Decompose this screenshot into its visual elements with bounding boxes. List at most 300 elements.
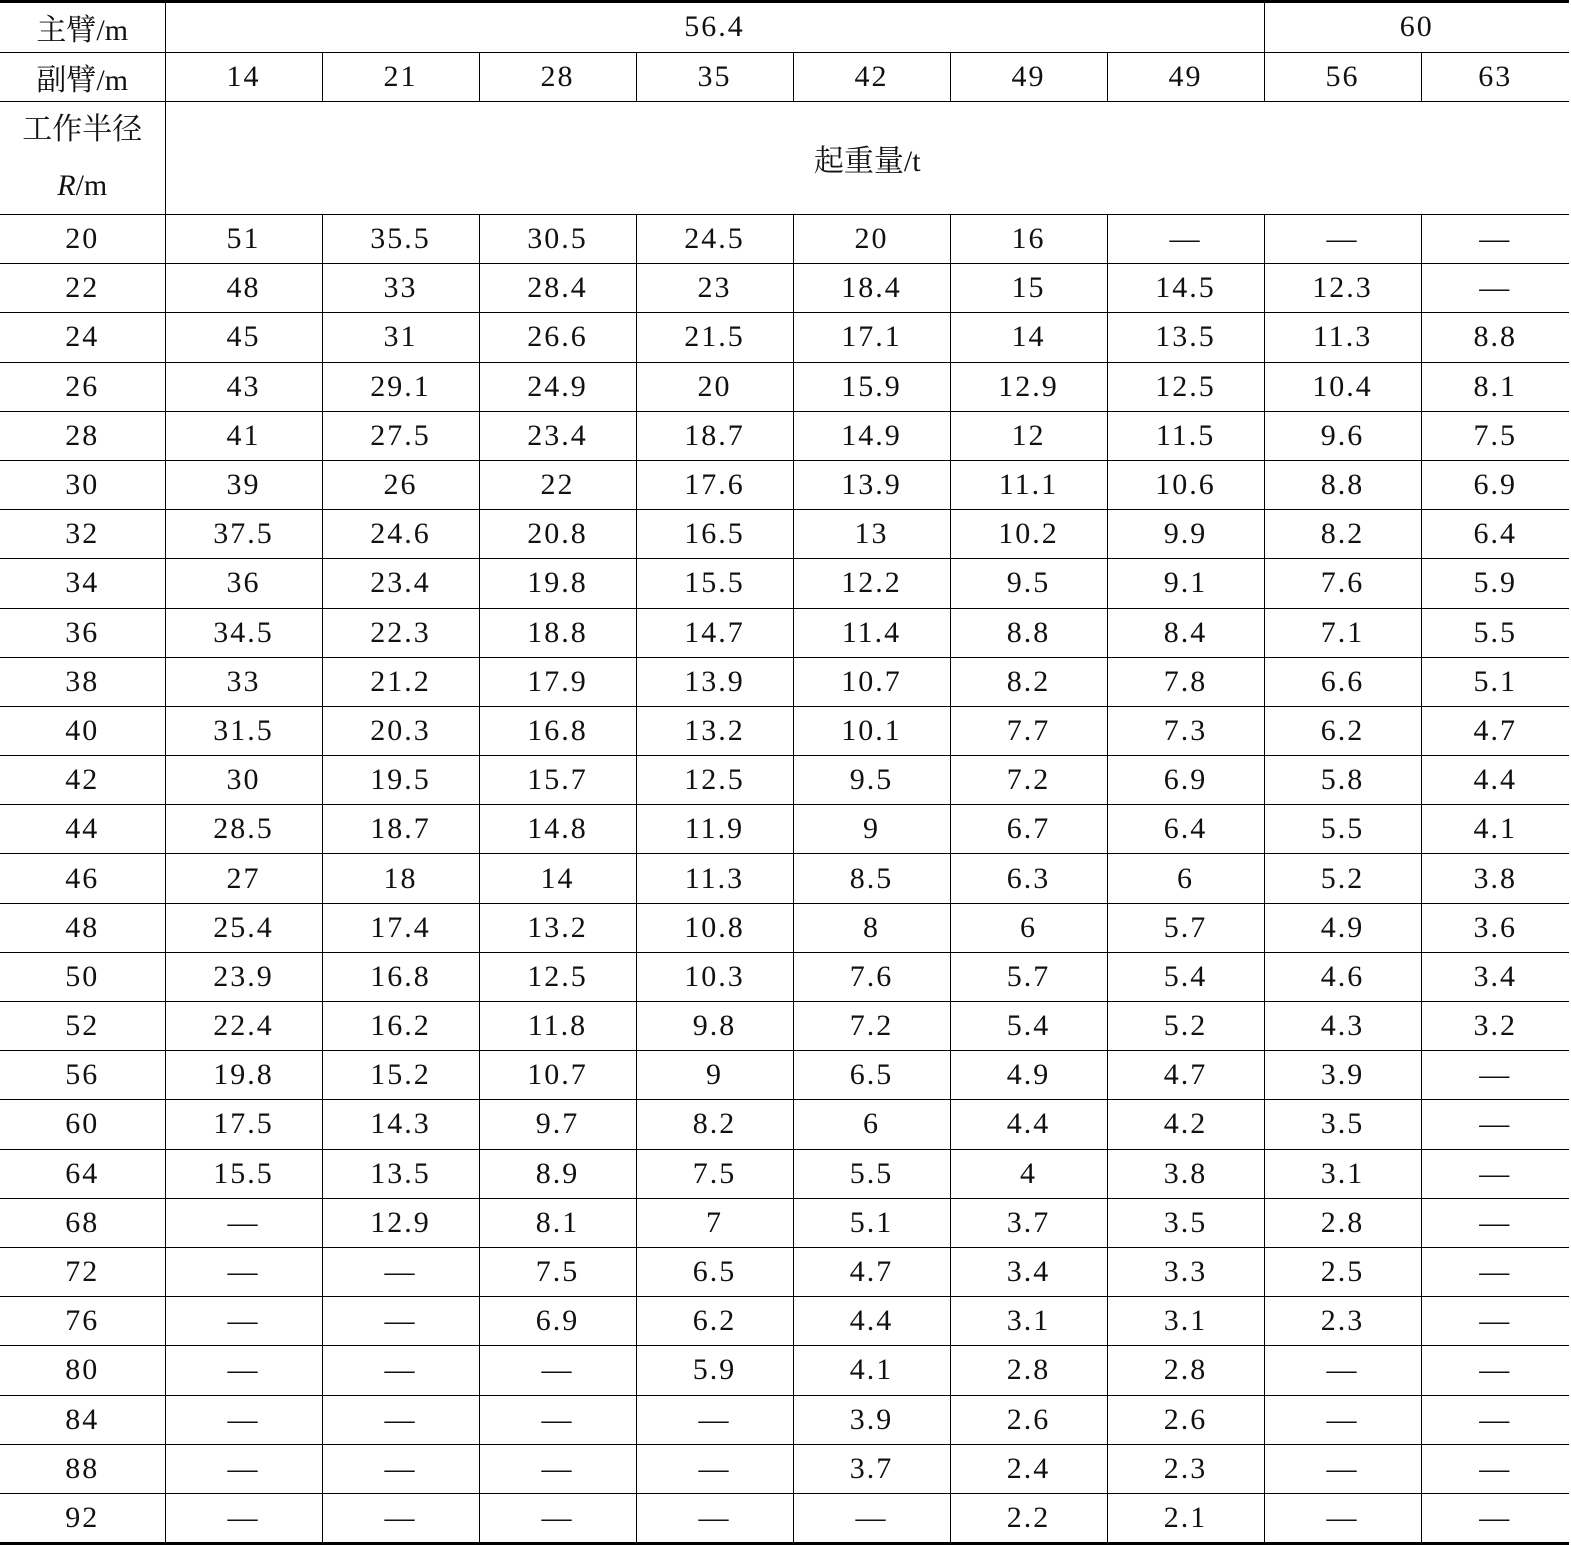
- capacity-cell: 24.5: [636, 215, 793, 264]
- capacity-cell: —: [636, 1444, 793, 1493]
- capacity-cell: 29.1: [322, 362, 479, 411]
- capacity-cell: 12.2: [793, 559, 950, 608]
- capacity-cell: 4.1: [793, 1346, 950, 1395]
- capacity-cell: —: [322, 1395, 479, 1444]
- capacity-cell: 7.2: [793, 1002, 950, 1051]
- radius-cell: 28: [0, 411, 165, 460]
- jib-row: [0, 52, 1569, 102]
- capacity-cell: 2.5: [1264, 1247, 1421, 1296]
- capacity-cell: 17.1: [793, 313, 950, 362]
- capacity-cell: 30: [165, 756, 322, 805]
- capacity-cell: 3.8: [1421, 854, 1569, 903]
- capacity-cell: 5.1: [793, 1198, 950, 1247]
- capacity-cell: 3.6: [1421, 903, 1569, 952]
- capacity-cell: —: [636, 1493, 793, 1543]
- capacity-cell: 2.8: [1264, 1198, 1421, 1247]
- capacity-cell: —: [1421, 1149, 1569, 1198]
- capacity-cell: 4.4: [1421, 756, 1569, 805]
- capacity-cell: 10.4: [1264, 362, 1421, 411]
- capacity-cell: 4.3: [1264, 1002, 1421, 1051]
- capacity-cell: —: [1107, 215, 1264, 264]
- capacity-cell: 12.5: [479, 952, 636, 1001]
- capacity-cell: —: [322, 1346, 479, 1395]
- capacity-cell: 6.3: [950, 854, 1107, 903]
- capacity-cell: 23.9: [165, 952, 322, 1001]
- capacity-cell: 9.7: [479, 1100, 636, 1149]
- capacity-cell: 8.8: [1264, 460, 1421, 509]
- capacity-cell: 14.8: [479, 805, 636, 854]
- capacity-cell: 8.4: [1107, 608, 1264, 657]
- capacity-cell: 9.1: [1107, 559, 1264, 608]
- capacity-cell: 3.1: [950, 1297, 1107, 1346]
- capacity-cell: 4.4: [793, 1297, 950, 1346]
- capacity-cell: 33: [165, 657, 322, 706]
- capacity-cell: 5.9: [1421, 559, 1569, 608]
- table-row: [0, 1149, 1569, 1198]
- capacity-cell: 14.7: [636, 608, 793, 657]
- radius-cell: 64: [0, 1149, 165, 1198]
- radius-cell: 72: [0, 1247, 165, 1296]
- table-row: [0, 756, 1569, 805]
- capacity-cell: 6.4: [1421, 510, 1569, 559]
- capacity-cell: 11.9: [636, 805, 793, 854]
- capacity-cell: 18.7: [636, 411, 793, 460]
- capacity-cell: 11.8: [479, 1002, 636, 1051]
- capacity-cell: 19.8: [165, 1051, 322, 1100]
- jib-value: 56: [1264, 52, 1421, 102]
- capacity-cell: 5.7: [950, 952, 1107, 1001]
- capacity-cell: 2.3: [1107, 1444, 1264, 1493]
- capacity-cell: 8.8: [1421, 313, 1569, 362]
- capacity-cell: 3.1: [1264, 1149, 1421, 1198]
- capacity-cell: 13.2: [479, 903, 636, 952]
- table-row: [0, 510, 1569, 559]
- capacity-cell: 3.2: [1421, 1002, 1569, 1051]
- capacity-cell: 14.5: [1107, 264, 1264, 313]
- capacity-cell: 34.5: [165, 608, 322, 657]
- capacity-cell: 21.5: [636, 313, 793, 362]
- capacity-cell: 15.7: [479, 756, 636, 805]
- capacity-cell: 2.6: [1107, 1395, 1264, 1444]
- capacity-cell: 4: [950, 1149, 1107, 1198]
- radius-cell: 36: [0, 608, 165, 657]
- capacity-cell: 7.6: [793, 952, 950, 1001]
- radius-cell: 50: [0, 952, 165, 1001]
- capacity-cell: 4.4: [950, 1100, 1107, 1149]
- capacity-cell: 8.5: [793, 854, 950, 903]
- capacity-cell: 2.4: [950, 1444, 1107, 1493]
- radius-cell: 68: [0, 1198, 165, 1247]
- capacity-cell: 6.6: [1264, 657, 1421, 706]
- capacity-cell: 15.5: [636, 559, 793, 608]
- radius-cell: 52: [0, 1002, 165, 1051]
- radius-cell: 40: [0, 706, 165, 755]
- table-row: [0, 1247, 1569, 1296]
- capacity-cell: 6.7: [950, 805, 1107, 854]
- capacity-cell: 18.4: [793, 264, 950, 313]
- table-body: [0, 2, 1569, 1544]
- capacity-cell: 7.6: [1264, 559, 1421, 608]
- radius-cell: 20: [0, 215, 165, 264]
- table-row: [0, 854, 1569, 903]
- main-boom-value-60: 60: [1264, 2, 1569, 53]
- capacity-cell: 11.3: [636, 854, 793, 903]
- capacity-cell: 3.4: [950, 1247, 1107, 1296]
- capacity-cell: 2.6: [950, 1395, 1107, 1444]
- capacity-cell: 6.4: [1107, 805, 1264, 854]
- capacity-cell: 6: [950, 903, 1107, 952]
- table-row: [0, 1198, 1569, 1247]
- table-row: [0, 362, 1569, 411]
- capacity-cell: —: [793, 1493, 950, 1543]
- capacity-cell: —: [165, 1444, 322, 1493]
- capacity-cell: 24.6: [322, 510, 479, 559]
- capacity-cell: 15.9: [793, 362, 950, 411]
- capacity-cell: 6.5: [636, 1247, 793, 1296]
- capacity-cell: 22.3: [322, 608, 479, 657]
- jib-value: 42: [793, 52, 950, 102]
- capacity-cell: 5.7: [1107, 903, 1264, 952]
- capacity-cell: 9.8: [636, 1002, 793, 1051]
- capacity-cell: —: [322, 1493, 479, 1543]
- jib-value: 49: [950, 52, 1107, 102]
- jib-value: 35: [636, 52, 793, 102]
- capacity-cell: 2.2: [950, 1493, 1107, 1543]
- capacity-cell: 7.3: [1107, 706, 1264, 755]
- radius-cell: 56: [0, 1051, 165, 1100]
- capacity-cell: 18: [322, 854, 479, 903]
- capacity-cell: 6: [793, 1100, 950, 1149]
- capacity-cell: 3.8: [1107, 1149, 1264, 1198]
- capacity-cell: 26: [322, 460, 479, 509]
- jib-value: 28: [479, 52, 636, 102]
- capacity-cell: 23: [636, 264, 793, 313]
- jib-label: 副臂/m: [0, 52, 165, 102]
- radius-cell: 38: [0, 657, 165, 706]
- capacity-cell: 6.5: [793, 1051, 950, 1100]
- table-row: [0, 952, 1569, 1001]
- capacity-cell: 14.9: [793, 411, 950, 460]
- radius-cell: 60: [0, 1100, 165, 1149]
- capacity-cell: 3.9: [793, 1395, 950, 1444]
- table-row: [0, 657, 1569, 706]
- capacity-cell: 19.8: [479, 559, 636, 608]
- capacity-cell: —: [1421, 1100, 1569, 1149]
- capacity-cell: 20.3: [322, 706, 479, 755]
- capacity-cell: 23.4: [479, 411, 636, 460]
- radius-cell: 76: [0, 1297, 165, 1346]
- capacity-cell: —: [165, 1346, 322, 1395]
- main-boom-row: [0, 2, 1569, 53]
- capacity-cell: 13.5: [322, 1149, 479, 1198]
- radius-cell: 48: [0, 903, 165, 952]
- capacity-cell: 17.9: [479, 657, 636, 706]
- capacity-cell: —: [1421, 264, 1569, 313]
- capacity-cell: 6.9: [1107, 756, 1264, 805]
- capacity-cell: 22: [479, 460, 636, 509]
- capacity-cell: —: [1421, 1051, 1569, 1100]
- radius-label-line2: [0, 158, 165, 214]
- capacity-cell: 30.5: [479, 215, 636, 264]
- capacity-cell: 16.8: [479, 706, 636, 755]
- capacity-cell: 5.5: [1421, 608, 1569, 657]
- capacity-cell: 20: [636, 362, 793, 411]
- radius-cell: 22: [0, 264, 165, 313]
- capacity-cell: 3.5: [1107, 1198, 1264, 1247]
- capacity-cell: 25.4: [165, 903, 322, 952]
- capacity-cell: 3.3: [1107, 1247, 1264, 1296]
- capacity-cell: —: [165, 1198, 322, 1247]
- table-row: [0, 264, 1569, 313]
- capacity-cell: 7.5: [1421, 411, 1569, 460]
- capacity-cell: 14: [479, 854, 636, 903]
- capacity-cell: 20.8: [479, 510, 636, 559]
- jib-value: 63: [1421, 52, 1569, 102]
- capacity-cell: 8.9: [479, 1149, 636, 1198]
- capacity-cell: 3.9: [1264, 1051, 1421, 1100]
- table-row: [0, 1051, 1569, 1100]
- capacity-cell: 10.7: [479, 1051, 636, 1100]
- radius-capacity-header-row: [0, 102, 1569, 215]
- table-row: [0, 1100, 1569, 1149]
- capacity-cell: 4.1: [1421, 805, 1569, 854]
- capacity-cell: 4.7: [1107, 1051, 1264, 1100]
- table-row: [0, 1002, 1569, 1051]
- capacity-cell: 5.4: [950, 1002, 1107, 1051]
- capacity-cell: 9.6: [1264, 411, 1421, 460]
- main-boom-label: 主臂/m: [0, 2, 165, 53]
- table-row: [0, 313, 1569, 362]
- capacity-cell: 27.5: [322, 411, 479, 460]
- capacity-cell: 5.8: [1264, 756, 1421, 805]
- radius-cell: 24: [0, 313, 165, 362]
- capacity-cell: —: [1421, 1247, 1569, 1296]
- radius-cell: 32: [0, 510, 165, 559]
- capacity-cell: 10.7: [793, 657, 950, 706]
- capacity-cell: 6.2: [1264, 706, 1421, 755]
- capacity-cell: 13.9: [636, 657, 793, 706]
- radius-cell: 84: [0, 1395, 165, 1444]
- capacity-cell: 8.2: [1264, 510, 1421, 559]
- capacity-cell: 3.5: [1264, 1100, 1421, 1149]
- capacity-cell: 17.5: [165, 1100, 322, 1149]
- capacity-cell: 4.6: [1264, 952, 1421, 1001]
- capacity-cell: 12.9: [950, 362, 1107, 411]
- jib-value: 49: [1107, 52, 1264, 102]
- capacity-cell: 17.6: [636, 460, 793, 509]
- capacity-cell: —: [322, 1297, 479, 1346]
- capacity-cell: 19.5: [322, 756, 479, 805]
- capacity-cell: 9.5: [950, 559, 1107, 608]
- capacity-cell: 6.2: [636, 1297, 793, 1346]
- capacity-cell: 14.3: [322, 1100, 479, 1149]
- radius-cell: 44: [0, 805, 165, 854]
- capacity-cell: —: [479, 1395, 636, 1444]
- jib-value: 21: [322, 52, 479, 102]
- capacity-cell: 39: [165, 460, 322, 509]
- capacity-cell: 4.9: [950, 1051, 1107, 1100]
- capacity-cell: 7.1: [1264, 608, 1421, 657]
- capacity-cell: 3.7: [793, 1444, 950, 1493]
- capacity-cell: 3.7: [950, 1198, 1107, 1247]
- radius-cell: 46: [0, 854, 165, 903]
- capacity-cell: 16: [950, 215, 1107, 264]
- capacity-cell: 12: [950, 411, 1107, 460]
- capacity-cell: 7.5: [636, 1149, 793, 1198]
- radius-cell: 88: [0, 1444, 165, 1493]
- capacity-cell: 11.4: [793, 608, 950, 657]
- capacity-cell: 5.5: [1264, 805, 1421, 854]
- capacity-cell: —: [165, 1297, 322, 1346]
- capacity-cell: —: [1421, 1493, 1569, 1543]
- capacity-cell: —: [1264, 1395, 1421, 1444]
- table-row: [0, 1346, 1569, 1395]
- capacity-cell: —: [322, 1247, 479, 1296]
- capacity-cell: 4.9: [1264, 903, 1421, 952]
- capacity-cell: 48: [165, 264, 322, 313]
- capacity-cell: 23.4: [322, 559, 479, 608]
- capacity-cell: —: [1421, 1444, 1569, 1493]
- capacity-cell: 27: [165, 854, 322, 903]
- capacity-cell: 15.5: [165, 1149, 322, 1198]
- capacity-cell: 16.2: [322, 1002, 479, 1051]
- capacity-cell: 11.3: [1264, 313, 1421, 362]
- capacity-cell: 13.9: [793, 460, 950, 509]
- table-row: [0, 706, 1569, 755]
- radius-cell: 42: [0, 756, 165, 805]
- radius-cell: 92: [0, 1493, 165, 1543]
- capacity-cell: 8.2: [636, 1100, 793, 1149]
- capacity-cell: —: [1264, 1346, 1421, 1395]
- capacity-cell: 10.6: [1107, 460, 1264, 509]
- table-row: [0, 1444, 1569, 1493]
- capacity-cell: 11.1: [950, 460, 1107, 509]
- capacity-cell: 9.5: [793, 756, 950, 805]
- capacity-cell: 16.8: [322, 952, 479, 1001]
- capacity-cell: 5.2: [1107, 1002, 1264, 1051]
- table-row: [0, 215, 1569, 264]
- capacity-cell: 26.6: [479, 313, 636, 362]
- table-row: [0, 903, 1569, 952]
- capacity-cell: —: [479, 1493, 636, 1543]
- capacity-cell: 7.2: [950, 756, 1107, 805]
- capacity-cell: 13.2: [636, 706, 793, 755]
- capacity-cell: 15: [950, 264, 1107, 313]
- capacity-cell: 3.1: [1107, 1297, 1264, 1346]
- capacity-cell: 10.8: [636, 903, 793, 952]
- capacity-cell: 6.9: [479, 1297, 636, 1346]
- capacity-cell: 2.3: [1264, 1297, 1421, 1346]
- capacity-cell: —: [1421, 1346, 1569, 1395]
- capacity-cell: —: [1421, 215, 1569, 264]
- radius-cell: 80: [0, 1346, 165, 1395]
- capacity-cell: 5.1: [1421, 657, 1569, 706]
- capacity-cell: 8.1: [1421, 362, 1569, 411]
- capacity-cell: 16.5: [636, 510, 793, 559]
- capacity-cell: —: [1264, 215, 1421, 264]
- capacity-cell: 2.1: [1107, 1493, 1264, 1543]
- radius-symbol: R: [57, 169, 76, 202]
- main-boom-value-56-4: 56.4: [165, 2, 1264, 53]
- radius-cell: 26: [0, 362, 165, 411]
- capacity-cell: 43: [165, 362, 322, 411]
- capacity-cell: 20: [793, 215, 950, 264]
- capacity-cell: 21.2: [322, 657, 479, 706]
- capacity-cell: 31: [322, 313, 479, 362]
- capacity-cell: 3.4: [1421, 952, 1569, 1001]
- capacity-cell: 12.9: [322, 1198, 479, 1247]
- capacity-cell: —: [322, 1444, 479, 1493]
- capacity-cell: 10.3: [636, 952, 793, 1001]
- capacity-cell: 8.1: [479, 1198, 636, 1247]
- capacity-cell: 22.4: [165, 1002, 322, 1051]
- capacity-cell: —: [1264, 1444, 1421, 1493]
- jib-value: 14: [165, 52, 322, 102]
- capacity-cell: 11.5: [1107, 411, 1264, 460]
- capacity-cell: 35.5: [322, 215, 479, 264]
- capacity-cell: 8.2: [950, 657, 1107, 706]
- capacity-cell: 12.3: [1264, 264, 1421, 313]
- capacity-cell: 24.9: [479, 362, 636, 411]
- capacity-cell: 18.8: [479, 608, 636, 657]
- table-row: [0, 608, 1569, 657]
- capacity-cell: 5.9: [636, 1346, 793, 1395]
- capacity-cell: 8.8: [950, 608, 1107, 657]
- capacity-cell: —: [1421, 1395, 1569, 1444]
- capacity-cell: 4.2: [1107, 1100, 1264, 1149]
- capacity-cell: 33: [322, 264, 479, 313]
- table-row: [0, 805, 1569, 854]
- radius-label: [0, 102, 165, 215]
- capacity-cell: 15.2: [322, 1051, 479, 1100]
- capacity-cell: 5.5: [793, 1149, 950, 1198]
- radius-cell: 30: [0, 460, 165, 509]
- capacity-cell: 37.5: [165, 510, 322, 559]
- capacity-cell: —: [479, 1444, 636, 1493]
- capacity-cell: 28.5: [165, 805, 322, 854]
- capacity-cell: 7: [636, 1198, 793, 1247]
- capacity-label: 起重量/t: [165, 102, 1569, 215]
- radius-label-line1: 工作半径: [22, 113, 143, 146]
- capacity-cell: 6.9: [1421, 460, 1569, 509]
- capacity-cell: 41: [165, 411, 322, 460]
- capacity-cell: —: [1264, 1493, 1421, 1543]
- capacity-cell: —: [1421, 1198, 1569, 1247]
- table-row: [0, 1297, 1569, 1346]
- radius-unit: /m: [75, 169, 108, 202]
- capacity-cell: 10.1: [793, 706, 950, 755]
- capacity-cell: —: [165, 1493, 322, 1543]
- capacity-cell: 51: [165, 215, 322, 264]
- table-row: [0, 460, 1569, 509]
- capacity-cell: 6: [1107, 854, 1264, 903]
- capacity-cell: 10.2: [950, 510, 1107, 559]
- capacity-cell: 36: [165, 559, 322, 608]
- capacity-cell: 7.8: [1107, 657, 1264, 706]
- capacity-cell: 12.5: [636, 756, 793, 805]
- capacity-cell: 45: [165, 313, 322, 362]
- capacity-cell: 5.4: [1107, 952, 1264, 1001]
- table-row: [0, 559, 1569, 608]
- capacity-cell: 9: [793, 805, 950, 854]
- table-row: [0, 1395, 1569, 1444]
- capacity-cell: 4.7: [1421, 706, 1569, 755]
- capacity-cell: —: [165, 1395, 322, 1444]
- capacity-cell: 18.7: [322, 805, 479, 854]
- capacity-cell: 12.5: [1107, 362, 1264, 411]
- capacity-cell: 7.5: [479, 1247, 636, 1296]
- capacity-cell: 8: [793, 903, 950, 952]
